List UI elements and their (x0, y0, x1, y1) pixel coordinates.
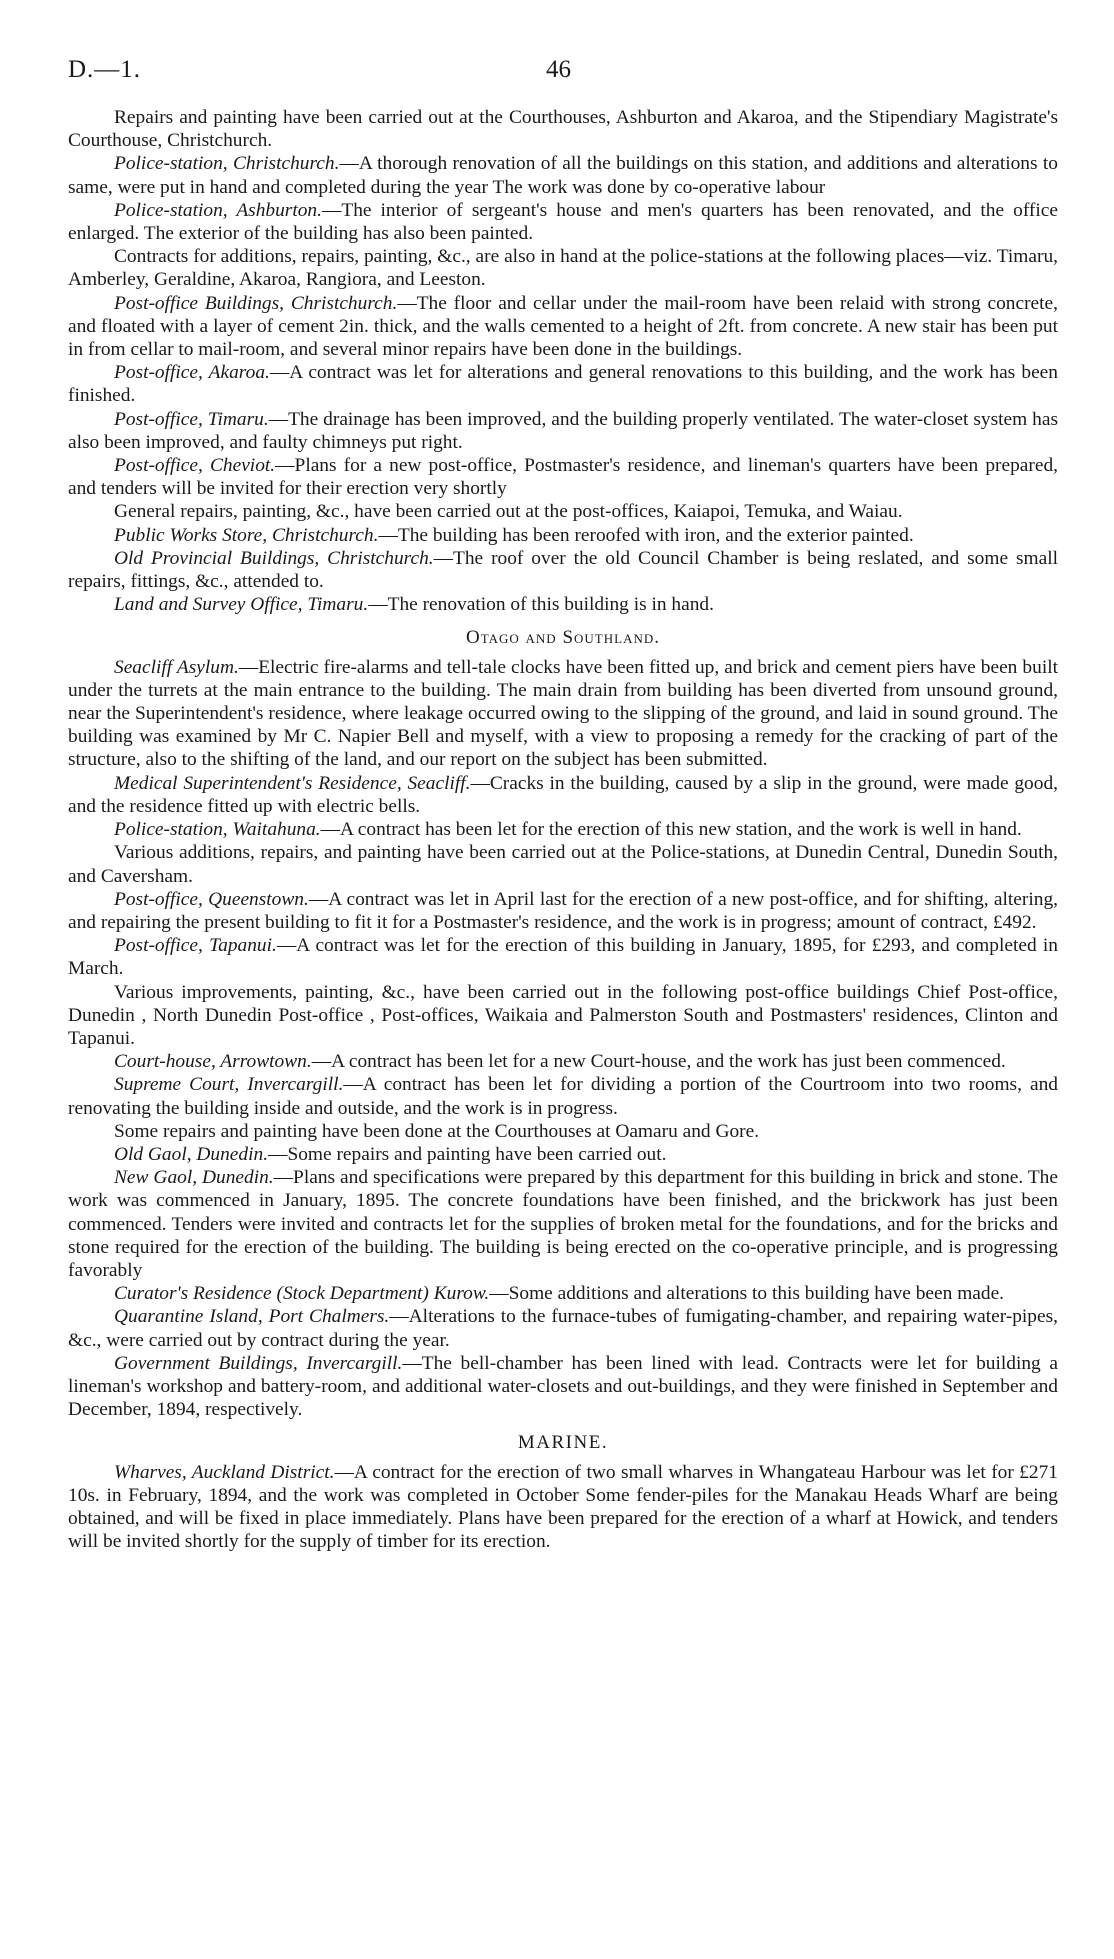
paragraph-text: —Electric fire-alarms and tell-tale clocks have been fitted up, and brick and cement piers have been built under the turrets at the main entrance to the building. The main drain from building has been diverted from unsound ground, near the Superintendent's residence, where leakage occurred owing to the slipping of the ground, and laid in sound ground. The building was examined by Mr C. Napier Bell and myself, with a view to proposing a remedy for the cracking of part of the structure, also to the shifting of the land, and our report on the subject has been submitted. (68, 656, 1058, 771)
paragraph (68, 1352, 1058, 1422)
canterbury-section (68, 106, 1058, 616)
paragraph (68, 1282, 1058, 1305)
paragraph (68, 106, 1058, 152)
section-heading-otago: Otago and Southland. (466, 627, 660, 649)
paragraph (68, 981, 1058, 1051)
paragraph-text: —Plans and specifications were prepared by this department for this building in brick and stone. The work was commenced in January, 1895. The concrete foundations have been finished, and the brickwork has just been commenced. Tenders were invited and contracts let for the supplies of broken metal for the foundations, and for the bricks and stone required for the erection of the building. The building is being erected on the co-operative principle, and is progressing favorably (68, 1167, 1058, 1281)
paragraph-text: —Cracks in the building, caused by a slip in the ground, were made good, and the residence fitted up with electric bells. (68, 772, 1058, 817)
paragraph-lead: Curator's Residence (Stock Department) Kurow. (114, 1283, 490, 1305)
paragraph-text: —A contract was let for alterations and general renovations to this building, and the work has been finished. (68, 362, 1058, 407)
paragraph (68, 408, 1058, 454)
paragraph-lead: Police-station, Waitahuna. (114, 819, 321, 841)
paragraph (68, 292, 1058, 362)
paragraph-text: —A contract for the erection of two small wharves in Whangateau Harbour was let for £271 10s. in February, 1894, and the work was completed in October Some fender-piles for the Manakau Heads Wharf are being obtained, and will be fixed in place immediately. Plans have been prepared for the erection of a wharf at Howick, and tenders will be invited shortly for the supply of timber for its erection. (68, 1461, 1059, 1553)
paragraph-lead: Post-office, Akaroa. (114, 362, 270, 384)
page-header (68, 56, 1058, 96)
paragraph-text: —A contract has been let for the erection of this new station, and the work is well in hand. (320, 819, 1022, 841)
paragraph-text: —The roof over the old Council Chamber is being reslated, and some small repairs, fittings, &c., attended to. (68, 547, 1058, 593)
paragraph-lead: Post-office Buildings, Christchurch. (114, 292, 398, 314)
paragraph-lead: Old Gaol, Dunedin. (114, 1143, 269, 1165)
paragraph-text: —The floor and cellar under the mail-room have been relaid with strong concrete, and floated with a layer of cement 2in. thick, and the walls cemented to a height of 2ft. from concrete. A new stair has been put in from cellar to mail-room, and several minor repairs have been done in the buildings. (68, 292, 1058, 361)
paragraph-lead: Court-house, Arrowtown. (114, 1051, 312, 1073)
paragraph-text: —A contract has been let for a new Court-house, and the work has just been commenced. (311, 1051, 1006, 1073)
paragraph-text: Various improvements, painting, &c., have been carried out in the following post-office buildings Chief Post-office, Dunedin , North Dunedin Post-office , Post-offices, Waikaia and Palmerston South and Postmasters' residences, Clinton and Tapanui. (68, 981, 1058, 1049)
paragraph (68, 361, 1058, 407)
paragraph-text: —A contract was let for the erection of this building in January, 1895, for £293, and completed in March. (68, 935, 1058, 980)
paragraph-lead: Police-station, Ashburton. (114, 199, 322, 221)
paragraph-text: —A thorough renovation of all the buildings on this station, and additions and alterations to same, were put in hand and completed during the year The work was done by co-operative labour (68, 153, 1058, 198)
paragraph-text: Various additions, repairs, and painting have been carried out at the Police-stations, at Dunedin Central, Dunedin South, and Caversham. (68, 842, 1058, 887)
paragraph-text: —A contract has been let for dividing a portion of the Courtroom into two rooms, and renovating the building inside and outside, and the work is in progress. (68, 1074, 1058, 1119)
document-page (68, 56, 1058, 1553)
paragraph-text: Repairs and painting have been carried out at the Courthouses, Ashburton and Akaroa, and the Stipendiary Magistrate's Courthouse, Christchurch. (68, 107, 1058, 152)
otago-section (68, 656, 1058, 1422)
paragraph-lead: Post-office, Queenstown. (114, 888, 309, 910)
paragraph (68, 841, 1058, 887)
paragraph (68, 934, 1058, 980)
paragraph-text: General repairs, painting, &c., have been carried out at the post-offices, Kaiapoi, Temuka, and Waiau. (114, 501, 903, 523)
paragraph-lead: Old Provincial Buildings, Christchurch. (114, 547, 434, 569)
document-reference: D.—1. (68, 56, 142, 83)
paragraph-lead: Government Buildings, Invercargill. (114, 1352, 403, 1374)
paragraph-lead: New Gaol, Dunedin. (114, 1167, 274, 1189)
paragraph (68, 500, 1058, 523)
paragraph (68, 772, 1058, 818)
paragraph (68, 818, 1058, 841)
paragraph (68, 152, 1058, 198)
paragraph (68, 1166, 1058, 1282)
paragraph (68, 1305, 1058, 1351)
paragraph (68, 245, 1058, 291)
paragraph (68, 1143, 1058, 1166)
paragraph-lead: Land and Survey Office, Timaru. (114, 594, 369, 616)
paragraph-text: Some repairs and painting have been done at the Courthouses at Oamaru and Gore. (114, 1120, 760, 1142)
paragraph-text: —Some repairs and painting have been carried out. (268, 1143, 667, 1165)
paragraph (68, 1073, 1058, 1119)
paragraph-text: —Alterations to the furnace-tubes of fumigating-chamber, and repairing water-pipes, &c., were carried out by contract during the year. (68, 1306, 1059, 1351)
paragraph-text: —The building has been reroofed with iron, and the exterior painted. (378, 524, 914, 546)
paragraph (68, 1120, 1058, 1143)
section-heading-marine: MARINE. (517, 1432, 609, 1454)
paragraph-lead: Medical Superintendent's Residence, Seacliff. (114, 772, 471, 794)
paragraph-text: —The renovation of this building is in hand. (368, 594, 714, 616)
paragraph (68, 1050, 1058, 1073)
paragraph-lead: Post-office, Tapanui. (114, 935, 277, 957)
paragraph-lead: Post-office, Timaru. (114, 408, 269, 430)
paragraph-lead: Police-station, Christchurch. (114, 153, 340, 175)
paragraph-text: —Some additions and alterations to this building have been made. (489, 1283, 1005, 1305)
paragraph-lead: Public Works Store, Christchurch. (114, 524, 379, 546)
paragraph-text: Contracts for additions, repairs, painting, &c., are also in hand at the police-stations at the following places—viz. Timaru, Amberley, Geraldine, Akaroa, Rangiora, and Leeston. (68, 246, 1058, 291)
paragraph (68, 888, 1058, 934)
paragraph (68, 656, 1058, 772)
paragraph (68, 1461, 1058, 1554)
document-body (68, 106, 1058, 1553)
paragraph (68, 454, 1058, 500)
paragraph-lead: Wharves, Auckland District. (114, 1461, 335, 1483)
paragraph-lead: Quarantine Island, Port Chalmers. (114, 1306, 390, 1328)
paragraph-text: —A contract was let in April last for the erection of a new post-office, and for shifting, altering, and repairing the present building to fit it for a Postmaster's residence, and the work is in progress; amount of contract, £492. (68, 888, 1058, 933)
marine-section (68, 1461, 1058, 1554)
page-number: 46 (546, 56, 571, 83)
paragraph-text: —The drainage has been improved, and the building properly ventilated. The water-closet system has also been improved, and faulty chimneys put right. (68, 408, 1058, 453)
paragraph-lead: Seacliff Asylum. (114, 656, 239, 678)
paragraph-text: —The bell-chamber has been lined with lead. Contracts were let for building a lineman's workshop and battery-room, and additional water-closets and out-buildings, and they were finished in September and December, 1894, respectively. (68, 1352, 1059, 1421)
paragraph (68, 524, 1058, 547)
paragraph (68, 547, 1058, 593)
paragraph-text: —Plans for a new post-office, Postmaster's residence, and lineman's quarters have been prepared, and tenders will be invited for their erection very shortly (68, 455, 1058, 500)
paragraph (68, 593, 1058, 616)
paragraph-lead: Supreme Court, Invercargill. (114, 1074, 344, 1096)
paragraph-lead: Post-office, Cheviot. (114, 455, 276, 477)
paragraph-text: —The interior of sergeant's house and men's quarters has been renovated, and the office enlarged. The exterior of the building has also been painted. (68, 199, 1058, 245)
paragraph (68, 199, 1058, 245)
